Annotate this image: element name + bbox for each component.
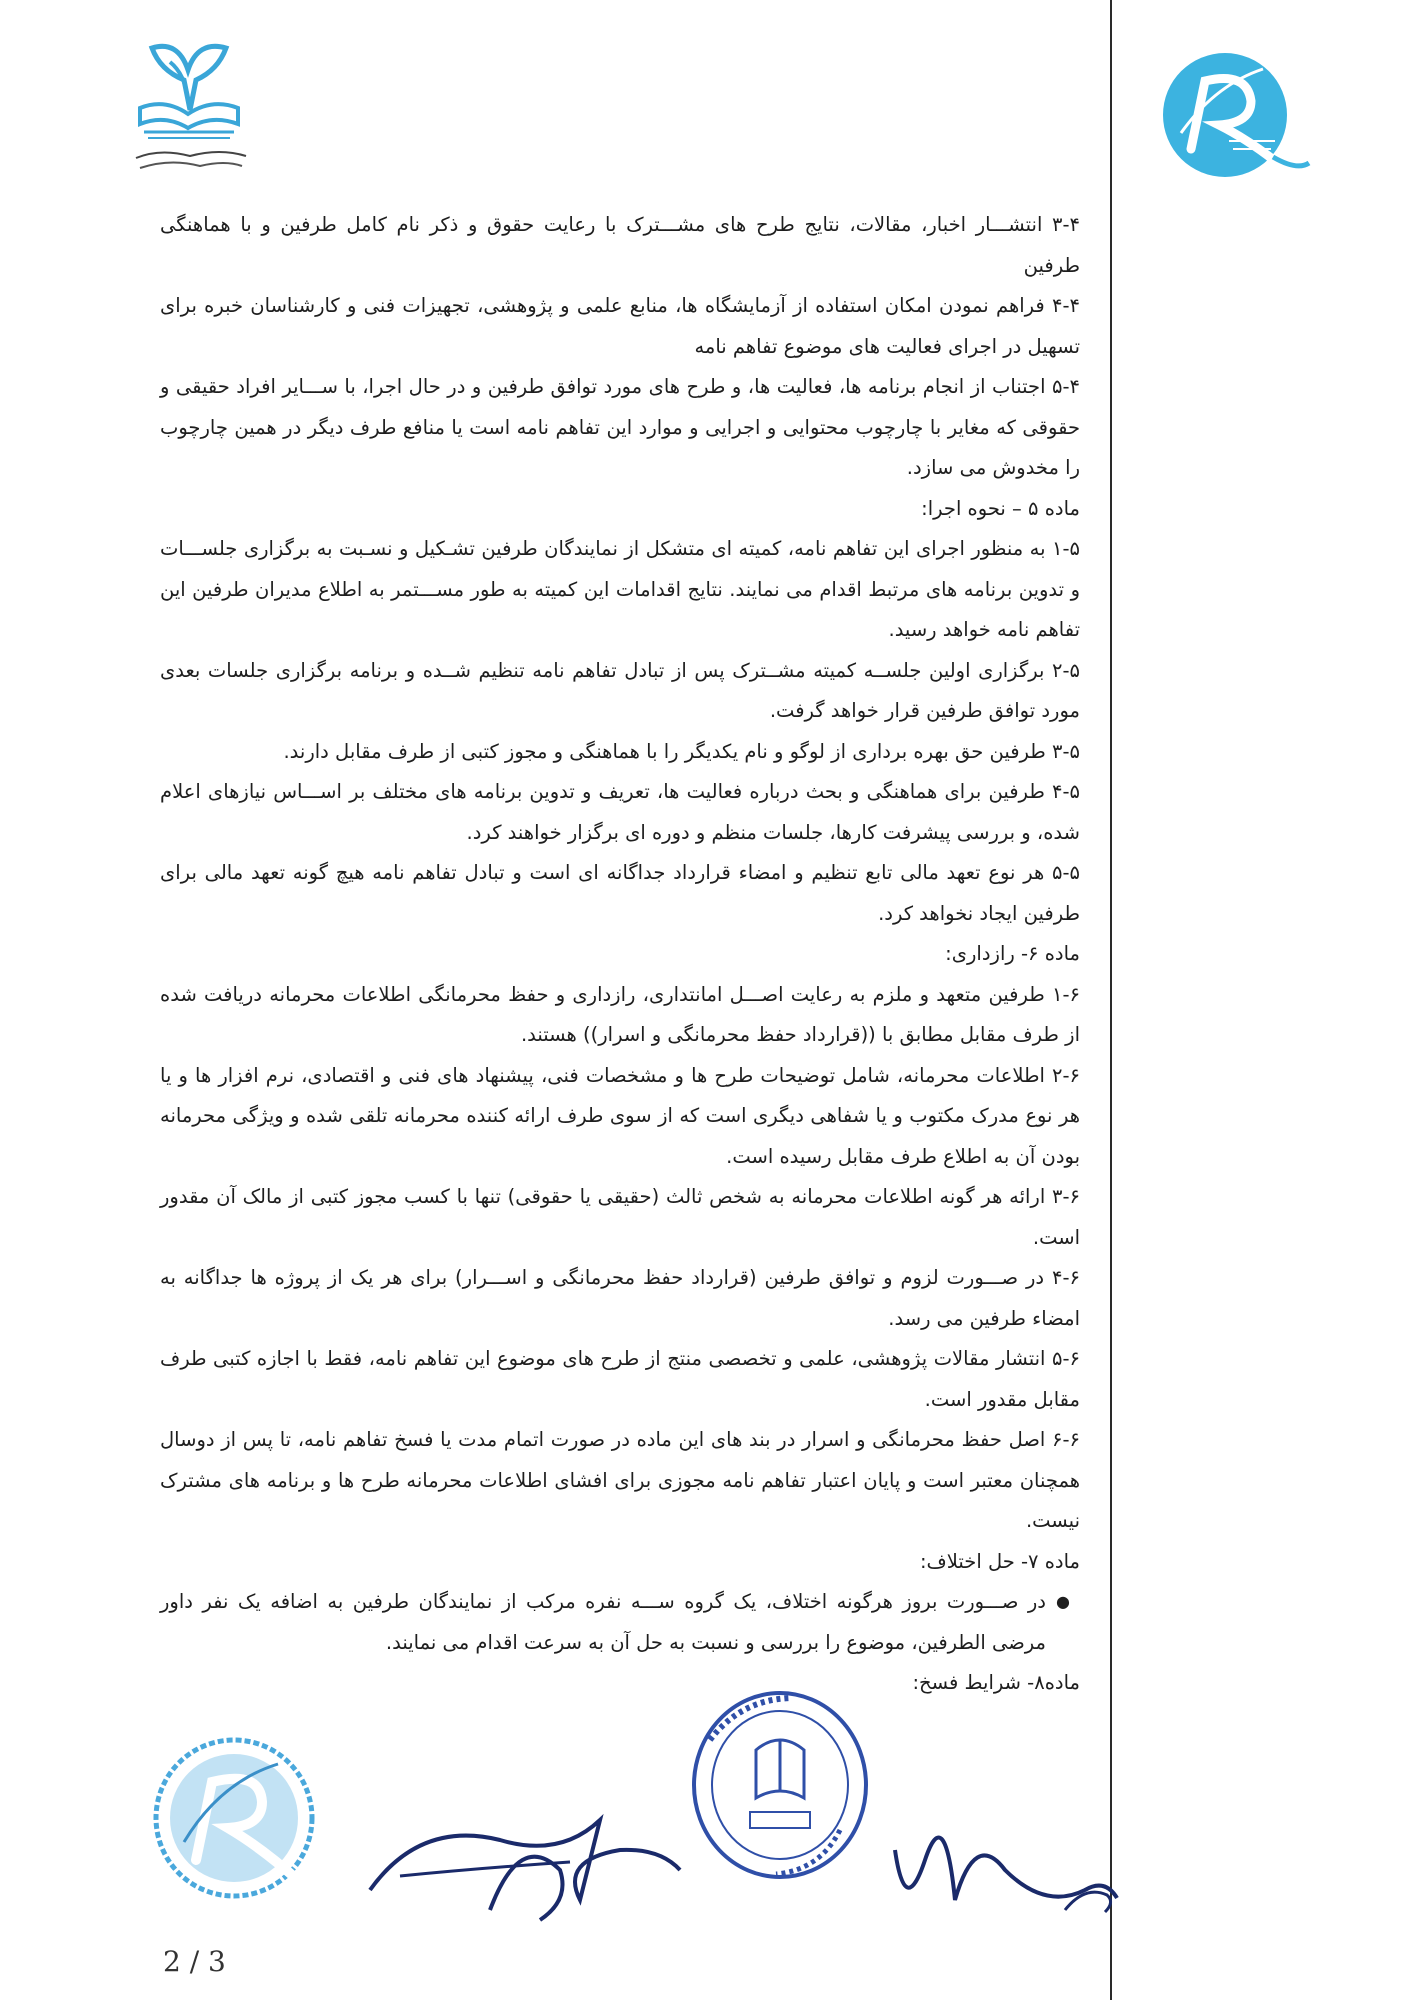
society-logo <box>1155 45 1315 185</box>
signature-1 <box>360 1780 690 1934</box>
bullet-icon: ● <box>1056 1592 1070 1611</box>
paragraph-6-4: ۴-۶ در صـــورت لزوم و توافق طرفین (قرارداد حفظ محرمانگی و اســـرار) برای هر یک از پروژه ها جداگانه به امضاء طرفین می رسد. <box>160 1266 1080 1330</box>
paragraph-4-3: ۳-۴ انتشـــار اخبار، مقالات، نتایج طرح های مشـــترک با رعایت حقوق و ذکر نام کامل طرفین و با هماهنگی طرفین <box>160 213 1080 277</box>
document-body <box>160 205 1080 1704</box>
paragraph-6-1: ۱-۶ طرفین متعهد و ملزم به رعایت اصـــل امانتداری، رازداری و حفظ محرمانگی اطلاعات محرمانه دریافت شده از طرف مقابل مطابق با ((قرارداد حفظ محرمانگی و اسرار)) هستند. <box>160 982 1080 1046</box>
society-stamp <box>150 1730 320 1909</box>
margin-line <box>1110 0 1112 2000</box>
paragraph-5-4: ۴-۵ طرفین برای هماهنگی و بحث درباره فعالیت ها، تعریف و تدوین برنامه های مختلف بر اســـاس نیازهای اعلام شده، و بررسی پیشرفت کارها، جلسات منظم و دوره ای برگزار خواهند کرد. <box>160 780 1080 844</box>
signature-2 <box>885 1790 1125 1934</box>
paragraph-5-3: ۳-۵ طرفین حق بهره برداری از لوگو و نام یکدیگر را با هماهنگی و مجوز کتبی از طرف مقابل دارند. <box>283 739 1080 763</box>
ministry-stamp <box>680 1680 880 1894</box>
paragraph-4-4: ۴-۴ فراهم نمودن امکان استفاده از آزمایشگاه ها، منابع علمی و پژوهشی، تجهیزات فنی و کارشناسان خبره برای تسهیل در اجرای فعالیت های موضوع تفاهم نامه <box>160 294 1080 358</box>
paragraph-4-5: ۵-۴ اجتناب از انجام برنامه ها، فعالیت ها، و طرح های مورد توافق طرفین و در حال اجرا، با ســـایر افراد حقیقی و حقوقی که مغایر با چارچوب محتوایی و اجرایی و موارد این تفاهم نامه است یا منافع طرف دیگر در همین چارچوب را مخدوش می سازد. <box>160 375 1080 479</box>
list-item <box>160 1582 1080 1663</box>
paragraph-5-2: ۲-۵ برگزاری اولین جلســه کمیته مشــترک پس از تبادل تفاهم نامه تنظیم شــده و برنامه برگزاری جلسات بعدی مورد توافق طرفین قرار خواهد گرفت. <box>160 658 1080 722</box>
article-8-heading: ماده۸- شرایط فسخ: <box>912 1671 1080 1694</box>
article-6-heading: ماده ۶- رازداری: <box>945 942 1080 965</box>
article-5-heading: ماده ۵ – نحوه اجرا: <box>921 496 1080 520</box>
paragraph-6-5: ۵-۶ انتشار مقالات پژوهشی، علمی و تخصصی منتج از طرح های موضوع این تفاهم نامه، فقط با اجازه کتبی طرف مقابل مقدور است. <box>160 1347 1080 1411</box>
page-number: 2 / 3 <box>163 1945 226 1978</box>
institute-logo <box>130 40 250 180</box>
article-7-heading: ماده ۷- حل اختلاف: <box>919 1549 1080 1573</box>
paragraph-6-3: ۳-۶ ارائه هر گونه اطلاعات محرمانه به شخص ثالث (حقیقی یا حقوقی) تنها با کسب مجوز کتبی از مالک آن مقدور است. <box>160 1185 1080 1249</box>
paragraph-5-1: ۱-۵ به منظور اجرای این تفاهم نامه، کمیته ای متشکل از نمایندگان طرفین تشـکیل و نسـبت به برگزاری جلســـات و تدوین برنامه های مرتبط اقدام می نمایند. نتایج اقدامات این کمیته به طور مســـتمر به اطلاع مدیران طرفین این تفاهم نامه خواهد رسید. <box>160 537 1080 641</box>
paragraph-6-6: ۶-۶ اصل حفظ محرمانگی و اسرار در بند های این ماده در صورت اتمام مدت یا فسخ تفاهم نامه، تا پس از دوسال همچنان معتبر است و پایان اعتبار تفاهم نامه مجوزی برای افشای اطلاعات محرمانه طرح ها و برنامه های مشترک نیست. <box>160 1428 1080 1532</box>
paragraph-5-5: ۵-۵ هر نوع تعهد مالی تابع تنظیم و امضاء قرارداد جداگانه ای است و تبادل تفاهم نامه هیچ گونه تعهد مالی برای طرفین ایجاد نخواهد کرد. <box>160 861 1080 925</box>
article-7-bullet-text: در صـــورت بروز هرگونه اختلاف، یک گروه ســـه نفره مرکب از نمایندگان طرفین به اضافه یک نفر داور مرضی الطرفین، موضوع را بررسی و نسبت به حل آن به سرعت اقدام می نمایند. <box>160 1590 1046 1654</box>
paragraph-6-2: ۲-۶ اطلاعات محرمانه، شامل توضیحات طرح ها و مشخصات فنی، پیشنهاد های فنی و اقتصادی، نرم افزار ها و یا هر نوع مدرک مکتوب و یا شفاهی دیگری است که از سوی طرف ارائه کننده محرمانه تلقی شده و ویژگی محرمانه بودن آن به اطلاع طرف مقابل رسیده است. <box>160 1063 1080 1168</box>
